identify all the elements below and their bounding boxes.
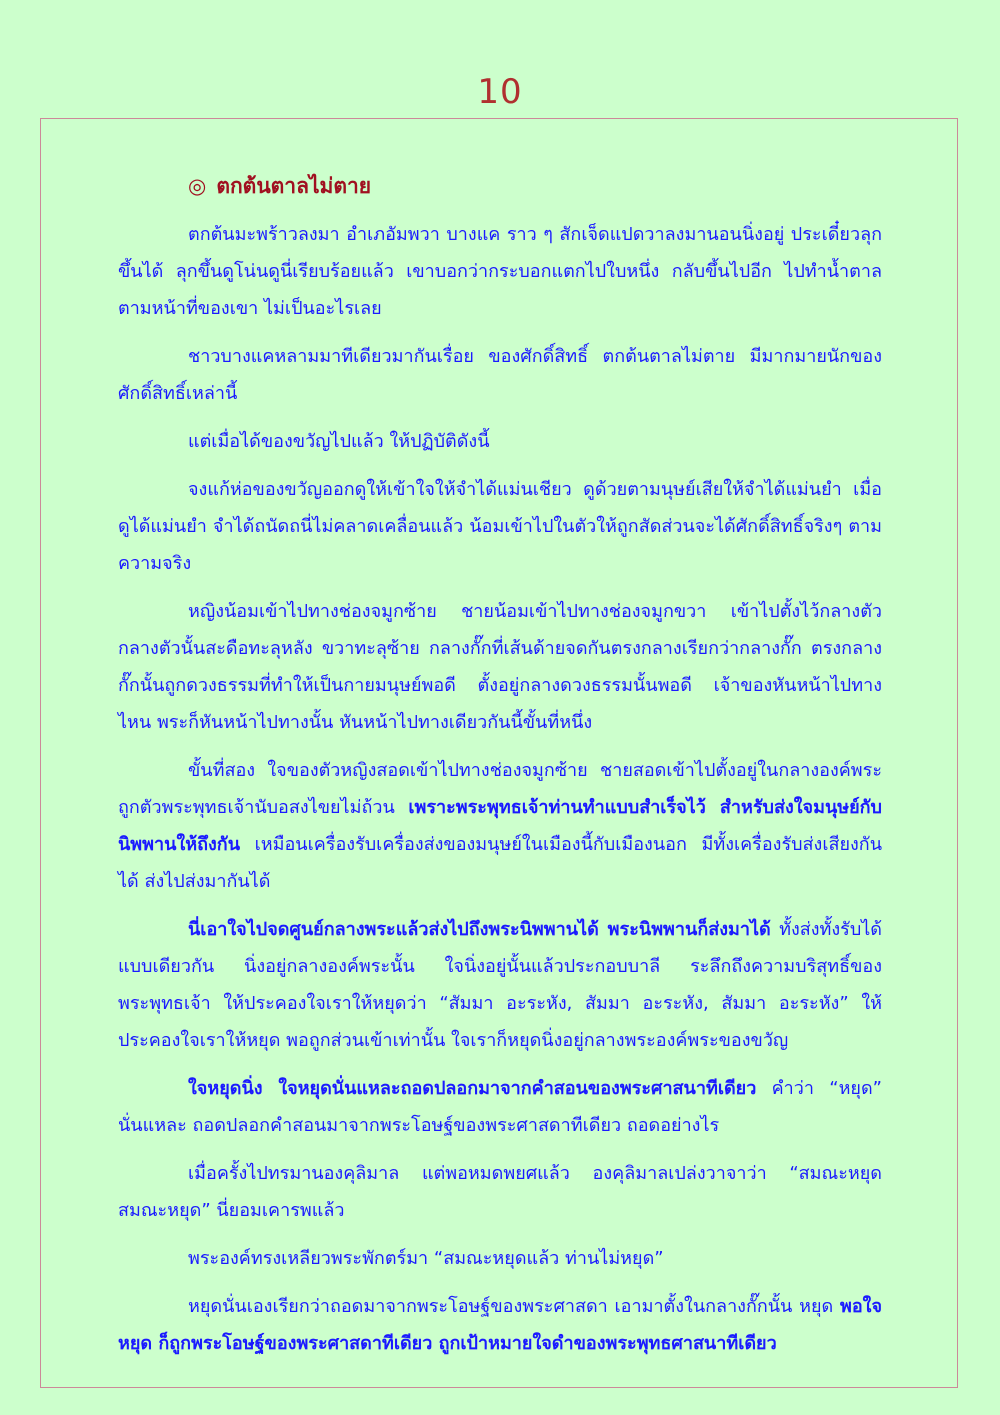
paragraph <box>118 471 882 582</box>
text-segment: จงแก้ห่อของขวัญออกดูให้เข้าใจให้จำได้แม่นเชียว ดูด้วยตามนุษย์เสียให้จำได้แม่นยำ เมื่อดูได้แม่นยำ จำได้ถนัดถนี่ไม่คลาดเคลื่อนแล้ว น้อมเข้าไปในตัวให้ถูกสัดส่วนจะได้ศักดิ์สิทธิ์จริงๆ ตามความจริง <box>118 479 882 574</box>
text-segment: คำว่า “หยุด” นั่นแหละ ถอดปลอกคำสอนมาจากพระโอษฐ์ของพระศาสดาทีเดียว ถอดอย่างไร <box>118 1078 882 1136</box>
paragraph <box>118 338 882 412</box>
bold-text-segment: เพราะพระพุทธเจ้าท่านทำแบบสำเร็จไว้ สำหรับส่งใจมนุษย์กับนิพพานให้ถึงกัน <box>118 797 882 855</box>
text-segment: เมื่อครั้งไปทรมานองคุลิมาล แต่พอหมดพยศแล้ว องคุลิมาลเปล่งวาจาว่า “สมณะหยุด สมณะหยุด” นี่ยอมเคารพแล้ว <box>118 1163 882 1221</box>
text-segment: ชาวบางแคหลามมาทีเดียวมากันเรื่อย ของศักดิ์สิทธิ์ ตกต้นตาลไม่ตาย มีมากมายนักของศักดิ์สิทธิ์เหล่านี้ <box>118 346 882 404</box>
paragraph <box>118 752 882 900</box>
page-number: 10 <box>477 72 523 112</box>
text-segment: หยุดนั่นเองเรียกว่าถอดมาจากพระโอษฐ์ของพระศาสดา เอามาตั้งในกลางกั๊กนั้น หยุด <box>188 1296 840 1317</box>
paragraph <box>118 1240 882 1277</box>
paragraph <box>118 1070 882 1144</box>
text-segment: ทั้งส่งทั้งรับได้แบบเดียวกัน นิ่งอยู่กลางองค์พระนั้น ใจนิ่งอยู่นั้นแล้วประกอบบาลี ระลึกถึงความบริสุทธิ์ของพระพุทธเจ้า ให้ประคองใจเราให้หยุดว่า “สัมมา อะระหัง, สัมมา อะระหัง, สัมมา อะระหัง” ให้ประคองใจเราให้หยุด พอถูกส่วนเข้าเท่านั้น ใจเราก็หยุดนิ่งอยู่กลางพระองค์พระของขวัญ <box>118 919 882 1051</box>
bold-text-segment: พอใจหยุด ก็ถูกพระโอษฐ์ของพระศาสดาทีเดียว ถูกเป้าหมายใจดำของพระพุทธศาสนาทีเดียว <box>118 1296 882 1354</box>
document-body <box>118 168 882 1373</box>
paragraph <box>118 593 882 741</box>
paragraph-list <box>118 216 882 1362</box>
bold-text-segment: ใจหยุดนิ่ง ใจหยุดนั่นแหละถอดปลอกมาจากคำสอนของพระศาสนาทีเดียว <box>188 1078 757 1099</box>
text-segment: ขั้นที่สอง ใจของตัวหญิงสอดเข้าไปทางช่องจมูกซ้าย ชายสอดเข้าไปตั้งอยู่ในกลางองค์พระ ถูกตัวพระพุทธเจ้านับอสงไขยไม่ถ้วน <box>118 760 882 818</box>
paragraph <box>118 1288 882 1362</box>
text-segment: เหมือนเครื่องรับเครื่องส่งของมนุษย์ในเมืองนี้กับเมืองนอก มีทั้งเครื่องรับส่งเสียงกันได้ ส่งไปส่งมากันได้ <box>118 834 882 892</box>
paragraph <box>118 911 882 1059</box>
paragraph <box>118 216 882 327</box>
paragraph <box>118 423 882 460</box>
paragraph <box>118 1155 882 1229</box>
bold-text-segment: นี่เอาใจไปจดศูนย์กลางพระแล้วส่งไปถึงพระนิพพานได้ พระนิพพานก็ส่งมาได้ <box>188 919 771 940</box>
text-segment: พระองค์ทรงเหลียวพระพักตร์มา “สมณะหยุดแล้ว ท่านไม่หยุด” <box>188 1248 664 1269</box>
section-heading <box>188 168 882 204</box>
text-segment: ตกต้นมะพร้าวลงมา อำเภอัมพวา บางแค ราว ๆ สักเจ็ดแปดวาลงมานอนนิ่งอยู่ ประเดี๋ยวลุกขึ้นได้ ลุกขึ้นดูโน่นดูนี่เรียบร้อยแล้ว เขาบอกว่ากระบอกแตกไปใบหนึ่ง กลับขึ้นไปอีก ไปทำน้ำตาลตามหน้าที่ของเขา ไม่เป็นอะไรเลย <box>118 224 882 319</box>
text-segment: แต่เมื่อได้ของขวัญไปแล้ว ให้ปฏิบัติดังนี้ <box>188 431 490 452</box>
bullet-icon: ◎ <box>188 174 207 198</box>
heading-title: ตกต้นตาลไม่ตาย <box>216 174 372 198</box>
text-segment: หญิงน้อมเข้าไปทางช่องจมูกซ้าย ชายน้อมเข้าไปทางช่องจมูกขวา เข้าไปตั้งไว้กลางตัว กลางตัวนั้นสะดือทะลุหลัง ขวาทะลุซ้าย กลางกั๊กที่เส้นด้ายจดกันตรงกลางเรียกว่ากลางกั๊ก ตรงกลางกั๊กนั้นถูกดวงธรรมที่ทำให้เป็นกายมนุษย์พอดี ตั้งอยู่กลางดวงธรรมนั้นพอดี เจ้าของหันหน้าไปทางไหน พระก็หันหน้าไปทางนั้น หันหน้าไปทางเดียวกันนี้ขั้นที่หนึ่ง <box>118 601 882 733</box>
